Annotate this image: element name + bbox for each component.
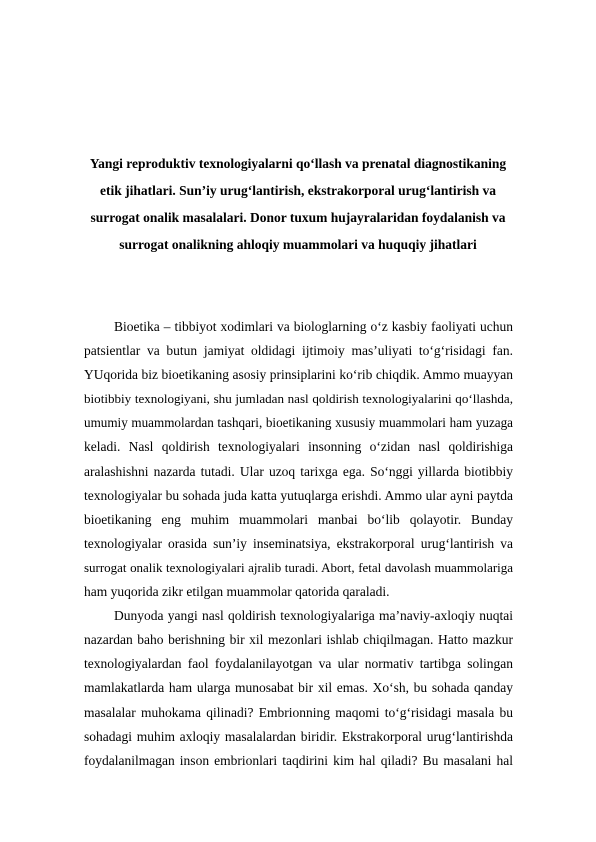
text-line: keladi. Nasl qoldirish texnologiyalari insonning o‘zidan nasl qoldirishiga [84,439,513,455]
text-line: texnologiyalar bu sohada juda katta yutuqlarga erishdi. Ammo ular ayni paytda [84,487,513,503]
text-line: aralashishni nazarda tutadi. Ular uzoq tarixga ega. So‘nggi yillarda biotibbiy [84,463,513,479]
text-line: texnologiyalar orasida sun’iy inseminatsiya, ekstrakorporal urug‘lantirish va [84,535,513,551]
body-text [84,315,513,773]
text-line: Dunyoda yangi nasl qoldirish texnologiyalariga ma’naviy-axloqiy nuqtai [114,608,513,624]
text-line: foydalanilmagan inson embrionlari taqdirini kim hal qiladi? Bu masalani hal [84,752,513,768]
text-line: mamlakatlarda ham ularga munosabat bir xil emas. Xo‘sh, bu sohada qanday [84,680,513,696]
text-line: ham yuqorida zikr etilgan muammolar qatorida qaraladi. [84,584,390,600]
text-line: biotibbiy texnologiyani, shu jumladan nasl qoldirish texnologiyalarini qo‘llashda, [84,391,513,407]
text-line: nazardan baho berishning bir xil mezonlari ishlab chiqilmagan. Hatto mazkur [84,632,513,648]
title-line: etik jihatlari. Sun’iy urug‘lantirish, ekstrakorporal urug‘lantirish va [99,183,497,198]
title-line: Yangi reproduktiv texnologiyalarni qo‘llash va prenatal diagnostikaning [89,156,507,171]
text-line: Bioetika – tibbiyot xodimlari va biologlarning o‘z kasbiy faoliyati uchun [114,319,513,334]
text-line: bioetikaning eng muhim muammolari manbai bo‘lib qolayotir. Bunday [84,511,513,527]
title-line: surrogat onalik masalalari. Donor tuxum hujayralaridan foydalanish va [90,210,506,225]
text-line: surrogat onalik texnologiyalari ajralib turadi. Abort, fetal davolash muammolariga [84,559,513,575]
text-line: umumiy muammolardan tashqari, bioetikaning xususiy muammolari ham yuzaga [84,415,513,431]
text-line: masalalar muhokama qilinadi? Embrionning maqomi to‘g‘risidagi masala bu [84,704,513,720]
text-line: sohadagi muhim axloqiy masalalardan biridir. Ekstrakorporal urug‘lantirishda [84,728,513,744]
text-line: patsientlar va butun jamiyat oldidagi ijtimoiy mas’uliyati to‘g‘risidagi fan. [84,343,513,359]
paragraph-1 [84,315,513,604]
text-line: texnologiyalardan faol foydalanilayotgan va ular normativ tartibga solingan [84,656,513,672]
paragraph-2 [84,604,513,773]
title-line: surrogat onalikning ahloqiy muammolari va huquqiy jihatlari [119,237,477,252]
document-title [84,150,512,258]
text-line: YUqorida biz bioetikaning asosiy prinsiplarini ko‘rib chiqdik. Ammo muayyan [84,367,513,383]
